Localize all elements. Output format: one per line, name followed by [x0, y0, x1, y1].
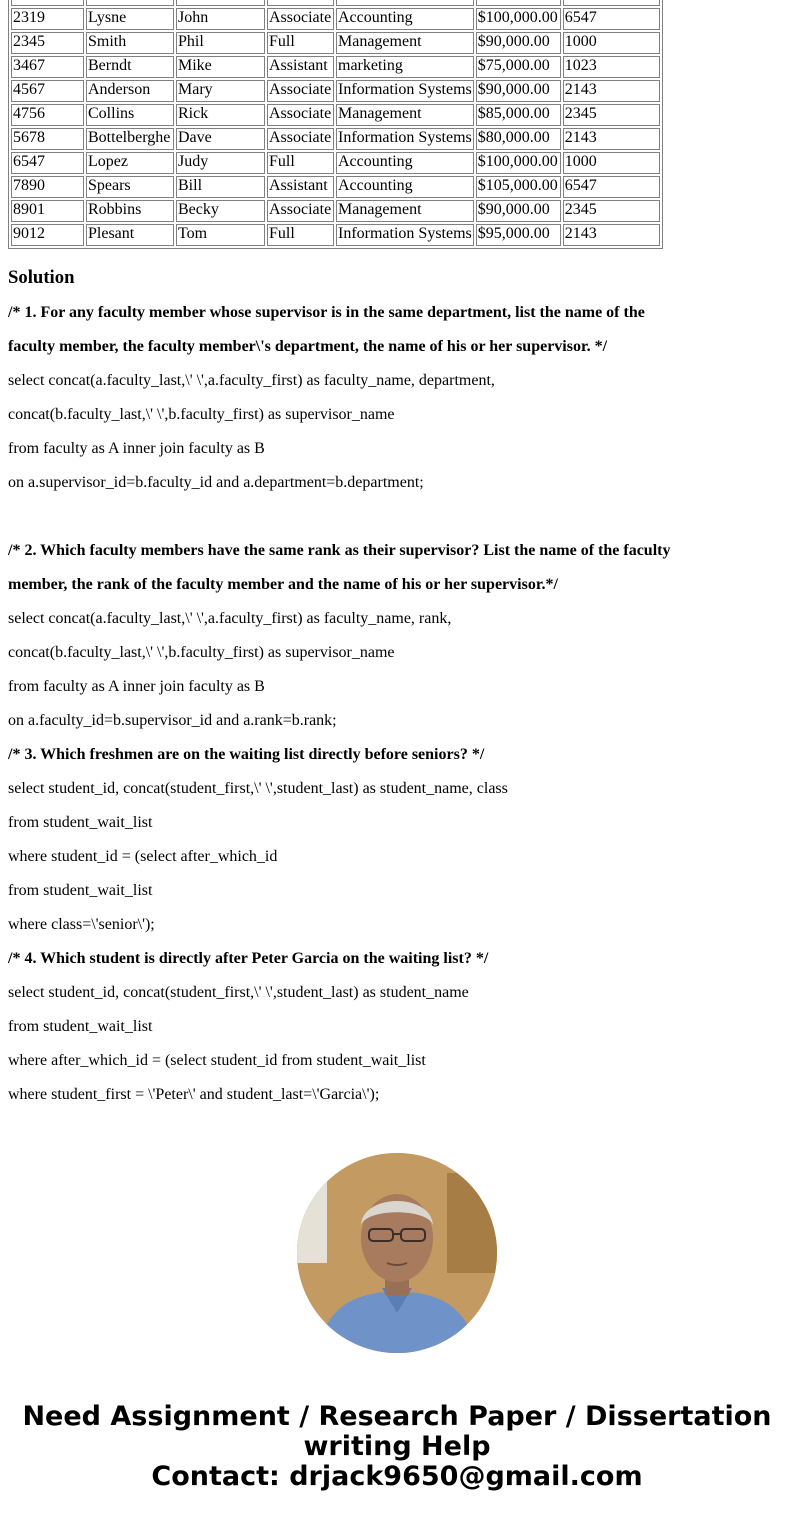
table-cell: Mary	[176, 80, 265, 102]
table-cell	[563, 0, 660, 6]
table-cell: Associate	[267, 104, 334, 126]
table-row	[11, 224, 660, 246]
question-text: /* 1. For any faculty member whose supervisor is in the same department, list the name of the	[8, 304, 645, 321]
table-cell: 7890	[11, 176, 84, 198]
sql-line: select concat(a.faculty_last,\' \',a.faculty_first) as faculty_name, department,	[8, 372, 495, 389]
sql-line: from student_wait_list	[8, 814, 153, 831]
sql-line: on a.faculty_id=b.supervisor_id and a.rank=b.rank;	[8, 712, 337, 729]
table-row	[11, 104, 660, 126]
sql-line: where class=\'senior\');	[8, 916, 155, 933]
table-cell: Lopez	[86, 152, 174, 174]
solution-heading: Solution	[8, 267, 75, 288]
sql-line: select concat(a.faculty_last,\' \',a.faculty_first) as faculty_name, rank,	[8, 610, 452, 627]
faculty-table	[8, 0, 663, 249]
table-cell: Smith	[86, 32, 174, 54]
table-cell	[176, 0, 265, 6]
table-cell: Tom	[176, 224, 265, 246]
table-cell: Management	[336, 104, 474, 126]
solution-section	[8, 262, 778, 1112]
sql-line: concat(b.faculty_last,\' \',b.faculty_first) as supervisor_name	[8, 644, 395, 661]
question-text: /* 3. Which freshmen are on the waiting list directly before seniors? */	[8, 746, 485, 763]
table-cell: Spears	[86, 176, 174, 198]
question-text: faculty member, the faculty member\'s department, the name of his or her supervisor. */	[8, 338, 608, 355]
table-cell: $90,000.00	[476, 200, 561, 222]
table-cell: Mike	[176, 56, 265, 78]
table-cell: $85,000.00	[476, 104, 561, 126]
table-cell: 2345	[563, 104, 660, 126]
table-cell: 2143	[563, 128, 660, 150]
table-cell: Information Systems	[336, 224, 474, 246]
contact-banner	[0, 1402, 794, 1492]
question-text: member, the rank of the faculty member and the name of his or her supervisor.*/	[8, 576, 558, 593]
table-cell: 8901	[11, 200, 84, 222]
table-cell: Accounting	[336, 8, 474, 30]
table-row	[11, 8, 660, 30]
table-cell: Assistant	[267, 176, 334, 198]
table-cell	[476, 0, 561, 6]
table-cell: 5678	[11, 128, 84, 150]
table-cell: Associate	[267, 200, 334, 222]
table-row	[11, 32, 660, 54]
table-cell: Management	[336, 32, 474, 54]
sql-line	[8, 500, 778, 534]
table-cell: Robbins	[86, 200, 174, 222]
table-cell	[336, 0, 474, 6]
author-portrait-image	[297, 1153, 497, 1353]
table-cell: $90,000.00	[476, 32, 561, 54]
table-cell: Becky	[176, 200, 265, 222]
table-cell: $95,000.00	[476, 224, 561, 246]
table-cell: Full	[267, 32, 334, 54]
table-cell: $100,000.00	[476, 8, 561, 30]
faculty-table-container	[8, 0, 663, 249]
table-cell: 4756	[11, 104, 84, 126]
table-cell: Dave	[176, 128, 265, 150]
table-cell: 9012	[11, 224, 84, 246]
table-cell: Lysne	[86, 8, 174, 30]
table-cell: marketing	[336, 56, 474, 78]
table-cell	[11, 0, 84, 6]
table-row	[11, 80, 660, 102]
table-row	[11, 128, 660, 150]
contact-banner-line-1: Need Assignment / Research Paper / Dissertation	[22, 1401, 772, 1432]
table-cell: Bill	[176, 176, 265, 198]
table-cell: Bottelberghe	[86, 128, 174, 150]
sql-line: from faculty as A inner join faculty as B	[8, 440, 265, 457]
question-text: /* 2. Which faculty members have the same rank as their supervisor? List the name of the faculty	[8, 542, 671, 559]
table-cell: $90,000.00	[476, 80, 561, 102]
table-cell: $100,000.00	[476, 152, 561, 174]
sql-line: select student_id, concat(student_first,\' \',student_last) as student_name	[8, 984, 469, 1001]
table-cell: Management	[336, 200, 474, 222]
table-cell: 2319	[11, 8, 84, 30]
table-cell: Judy	[176, 152, 265, 174]
contact-banner-line-3: Contact: drjack9650@gmail.com	[151, 1461, 643, 1492]
faculty-table-body	[11, 0, 660, 246]
solution-lines	[8, 296, 778, 1112]
table-cell: Full	[267, 152, 334, 174]
table-cell	[86, 0, 174, 6]
sql-line: on a.supervisor_id=b.faculty_id and a.department=b.department;	[8, 474, 424, 491]
table-cell: 1000	[563, 32, 660, 54]
table-cell: Associate	[267, 8, 334, 30]
table-cell: $75,000.00	[476, 56, 561, 78]
table-cell: Accounting	[336, 152, 474, 174]
table-cell: 1023	[563, 56, 660, 78]
sql-line: concat(b.faculty_last,\' \',b.faculty_first) as supervisor_name	[8, 406, 395, 423]
table-cell: 6547	[563, 8, 660, 30]
table-row	[11, 152, 660, 174]
table-row	[11, 56, 660, 78]
table-cell: Rick	[176, 104, 265, 126]
sql-line: where student_id = (select after_which_id	[8, 848, 278, 865]
author-photo	[297, 1153, 497, 1353]
table-cell: John	[176, 8, 265, 30]
table-cell: Accounting	[336, 176, 474, 198]
table-cell: Full	[267, 224, 334, 246]
table-cell: Berndt	[86, 56, 174, 78]
author-avatar	[297, 1153, 497, 1353]
table-cell: 3467	[11, 56, 84, 78]
table-row	[11, 0, 660, 6]
table-cell: 4567	[11, 80, 84, 102]
table-cell	[267, 0, 334, 6]
table-cell: 2143	[563, 80, 660, 102]
table-cell: 2345	[563, 200, 660, 222]
sql-line: from student_wait_list	[8, 882, 153, 899]
table-cell: Anderson	[86, 80, 174, 102]
question-text: /* 4. Which student is directly after Peter Garcia on the waiting list? */	[8, 950, 489, 967]
sql-line: where after_which_id = (select student_id from student_wait_list	[8, 1052, 426, 1069]
table-cell: Information Systems	[336, 80, 474, 102]
table-cell: Information Systems	[336, 128, 474, 150]
table-cell: Plesant	[86, 224, 174, 246]
contact-banner-line-2: writing Help	[303, 1431, 491, 1462]
table-cell: 2345	[11, 32, 84, 54]
sql-line: from faculty as A inner join faculty as B	[8, 678, 265, 695]
table-cell: $105,000.00	[476, 176, 561, 198]
table-cell: 2143	[563, 224, 660, 246]
table-cell: Assistant	[267, 56, 334, 78]
table-cell: $80,000.00	[476, 128, 561, 150]
table-cell: Associate	[267, 128, 334, 150]
sql-line: where student_first = \'Peter\' and student_last=\'Garcia\');	[8, 1086, 380, 1103]
sql-line: select student_id, concat(student_first,\' \',student_last) as student_name, class	[8, 780, 508, 797]
sql-line: from student_wait_list	[8, 1018, 153, 1035]
table-row	[11, 176, 660, 198]
table-row	[11, 200, 660, 222]
table-cell: Phil	[176, 32, 265, 54]
table-cell: 1000	[563, 152, 660, 174]
table-cell: Associate	[267, 80, 334, 102]
table-cell: 6547	[563, 176, 660, 198]
table-cell: Collins	[86, 104, 174, 126]
table-cell: 6547	[11, 152, 84, 174]
